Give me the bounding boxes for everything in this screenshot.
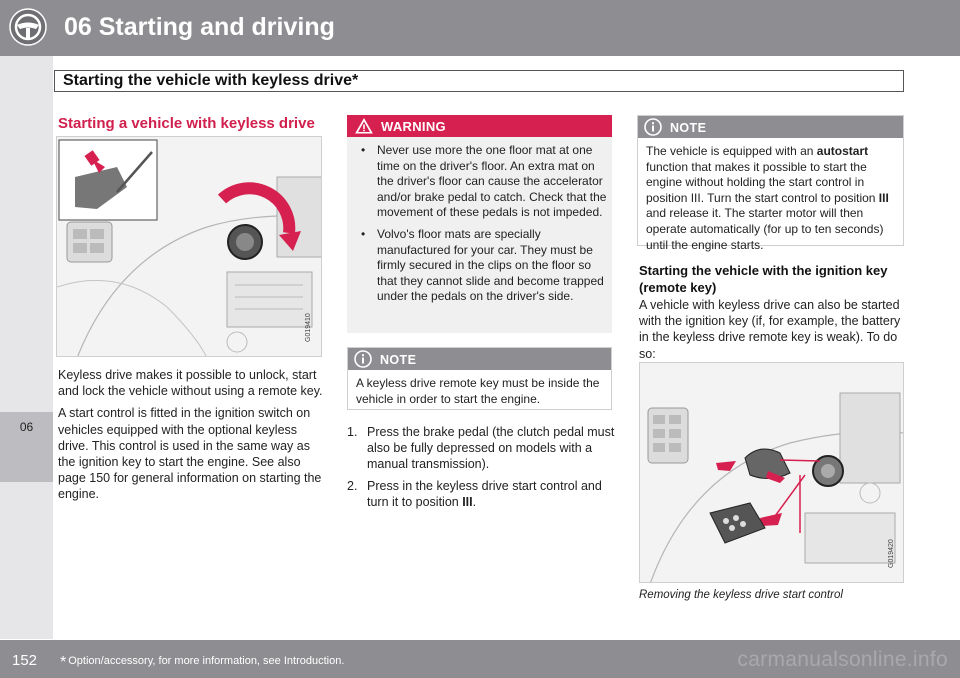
note-box-autostart xyxy=(637,115,904,252)
step-number: 2. xyxy=(347,478,358,493)
position-label: III xyxy=(462,494,473,509)
col1-paragraph-2: A start control is fitted in the ignition switch on vehicles equipped with the optional keyless drive. This control is used in the same way as the ignition key to start the engine. See also page 150 for general information on starting the engine. xyxy=(58,406,322,502)
autostart-term: autostart xyxy=(816,144,869,158)
page-number: 152 xyxy=(12,652,38,669)
note-title: NOTE xyxy=(380,353,417,367)
figure-code: G019420 xyxy=(888,539,895,568)
watermark: carmanualsonline.info xyxy=(737,648,948,671)
note-text xyxy=(646,144,898,253)
info-icon xyxy=(354,350,372,368)
warning-triangle-icon xyxy=(355,118,373,134)
note-text-part: and release it. The starter motor will then operate automatically (for up to ten seconds) until the engine starts. xyxy=(646,206,884,252)
page-footer xyxy=(0,640,960,678)
ignition-illustration xyxy=(640,363,904,583)
col1-paragraph-1: Keyless drive makes it possible to unlock, start and lock the vehicle without using a remote key. xyxy=(58,368,323,399)
bullet: • xyxy=(361,143,366,157)
col1-body xyxy=(58,367,324,509)
step-item xyxy=(347,478,615,510)
figure-code: G019410 xyxy=(305,313,312,342)
step-number: 1. xyxy=(347,425,358,439)
dashboard-illustration xyxy=(57,137,322,357)
position-label: III xyxy=(878,190,889,205)
warning-item xyxy=(357,227,607,305)
section-title: Starting the vehicle with keyless drive* xyxy=(63,72,359,89)
bullet: • xyxy=(361,226,366,241)
step-text: Press in the keyless drive start control and turn it to position xyxy=(367,478,602,509)
warning-item-text: Volvo's floor mats are specially manufactured for your car. They must be firmly secured in the clips on the floor so that they cannot slide and become trapped under the pedals on the driver's side. xyxy=(377,226,604,304)
warning-item-text: Never use more the one floor mat at one time on the driver's floor. An extra mat on the driver's floor can cause the accelerator and/or brake pedal to catch. Check that the movement of these pedals is not impeded. xyxy=(377,143,607,220)
chapter-side-tab xyxy=(0,56,53,639)
note-text-part: The vehicle is equipped with an xyxy=(646,144,817,158)
start-steps-list xyxy=(347,424,615,515)
warning-header xyxy=(347,115,612,137)
footnote-text: Option/accessory, for more information, see Introduction. xyxy=(68,655,345,667)
chapter-header xyxy=(0,0,960,56)
info-icon xyxy=(644,118,662,136)
warning-item xyxy=(357,143,607,221)
note-header xyxy=(638,116,903,138)
footnote xyxy=(60,654,344,672)
chapter-title: 06 Starting and driving xyxy=(64,13,335,41)
col3-heading: Starting the vehicle with the ignition key (remote key) xyxy=(639,263,888,295)
note-box-remote-key xyxy=(347,347,612,410)
note-text: A keyless drive remote key must be inside the vehicle in order to start the engine. xyxy=(356,376,600,406)
side-tab-label: 06 xyxy=(19,420,34,434)
footnote-star: * xyxy=(60,654,67,671)
warning-title: WARNING xyxy=(381,119,446,134)
col1-heading: Starting a vehicle with keyless drive xyxy=(58,115,315,132)
step-item xyxy=(347,424,615,473)
warning-box xyxy=(347,115,612,333)
warning-list xyxy=(357,143,607,311)
note-header xyxy=(348,348,611,370)
note-title: NOTE xyxy=(670,121,707,135)
steering-wheel-icon xyxy=(9,8,47,46)
figure-caption: Removing the keyless drive start control xyxy=(639,589,843,601)
remove-start-control-figure xyxy=(639,362,904,583)
col3-paragraph: A vehicle with keyless drive can also be started with the ignition key (if, for example, the battery in the keyless drive remote key is weak). To do so: xyxy=(639,298,901,361)
note-text-part: function that makes it possible to start the engine without holding the start control in position III. Turn the start control to position xyxy=(646,159,879,205)
step-text: Press the brake pedal (the clutch pedal must also be fully depressed on models with a manual transmission). xyxy=(367,425,615,472)
keyless-start-figure xyxy=(56,136,322,357)
step-text-end: . xyxy=(472,494,477,509)
section-title-bar xyxy=(54,70,904,92)
